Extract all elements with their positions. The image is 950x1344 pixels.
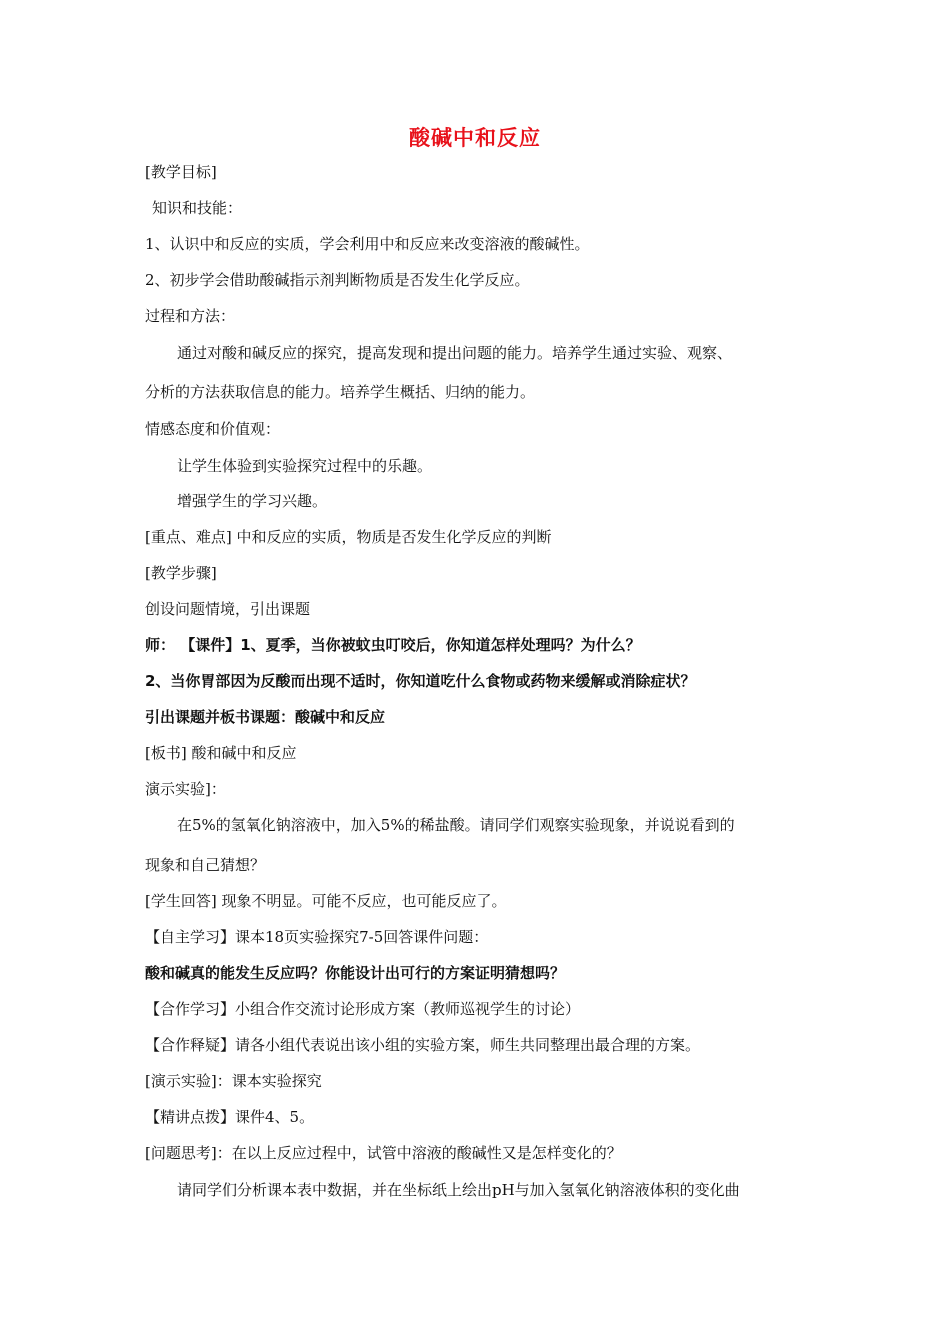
- paragraph-line: 让学生体验到实验探究过程中的乐趣。: [177, 457, 433, 475]
- question-line: 2、当你胃部因为反酸而出现不适时，你知道吃什么食物或药物来缓解或消除症状？: [145, 672, 696, 690]
- subheading-attitude-values: 情感态度和价值观：: [145, 420, 281, 438]
- paragraph-line: 请同学们分析课本表中数据，并在坐标纸上绘出pH与加入氢氧化钠溶液体积的变化曲: [177, 1181, 740, 1199]
- subheading-knowledge-skills: 知识和技能：: [152, 199, 243, 217]
- paragraph-line: 通过对酸和碱反应的探究，提高发现和提出问题的能力。培养学生通过实验、观察、: [177, 344, 733, 362]
- demo-experiment-line: [演示实验]：课本实验探究: [145, 1072, 322, 1090]
- paragraph-line: 1、认识中和反应的实质，学会利用中和反应来改变溶液的酸碱性。: [145, 235, 590, 253]
- paragraph-line: 在5%的氢氧化钠溶液中，加入5%的稀盐酸。请同学们观察实验现象，并说说看到的: [177, 816, 735, 834]
- lecture-point-line: 【精讲点拨】课件4、5。: [145, 1108, 315, 1126]
- cooperative-learning-line: 【合作学习】小组合作交流讨论形成方案（教师巡视学生的讨论）: [145, 1000, 581, 1018]
- demo-experiment-label: 演示实验]：: [145, 780, 226, 798]
- key-points-line: [重点、难点] 中和反应的实质，物质是否发生化学反应的判断: [145, 528, 552, 546]
- section-heading-objectives: [教学目标]: [145, 163, 217, 181]
- cooperative-clarify-line: 【合作释疑】请各小组代表说出该小组的实验方案，师生共同整理出最合理的方案。: [145, 1036, 701, 1054]
- paragraph-line: 2、初步学会借助酸碱指示剂判断物质是否发生化学反应。: [145, 271, 530, 289]
- question-line: 师： 【课件】1、夏季，当你被蚊虫叮咬后，你知道怎样处理吗？为什么？: [145, 636, 641, 654]
- document-title: 酸碱中和反应: [409, 126, 541, 150]
- subheading-process-method: 过程和方法：: [145, 307, 236, 325]
- question-thinking-line: [问题思考]：在以上反应过程中，试管中溶液的酸碱性又是怎样变化的？: [145, 1144, 622, 1162]
- paragraph-line: 增强学生的学习兴趣。: [177, 492, 328, 510]
- question-line: 酸和碱真的能发生反应吗？你能设计出可行的方案证明猜想吗？: [145, 964, 566, 982]
- self-study-line: 【自主学习】课本18页实验探究7-5回答课件问题：: [145, 928, 489, 946]
- paragraph-line: 分析的方法获取信息的能力。培养学生概括、归纳的能力。: [145, 383, 536, 401]
- student-answer-line: [学生回答] 现象不明显。可能不反应，也可能反应了。: [145, 892, 507, 910]
- board-note-line: [板书] 酸和碱中和反应: [145, 744, 297, 762]
- topic-intro-line: 引出课题并板书课题：酸碱中和反应: [145, 708, 386, 726]
- paragraph-line: 现象和自己猜想？: [145, 856, 266, 874]
- paragraph-line: 创设问题情境，引出课题: [145, 600, 311, 618]
- section-heading-steps: [教学步骤]: [145, 564, 217, 582]
